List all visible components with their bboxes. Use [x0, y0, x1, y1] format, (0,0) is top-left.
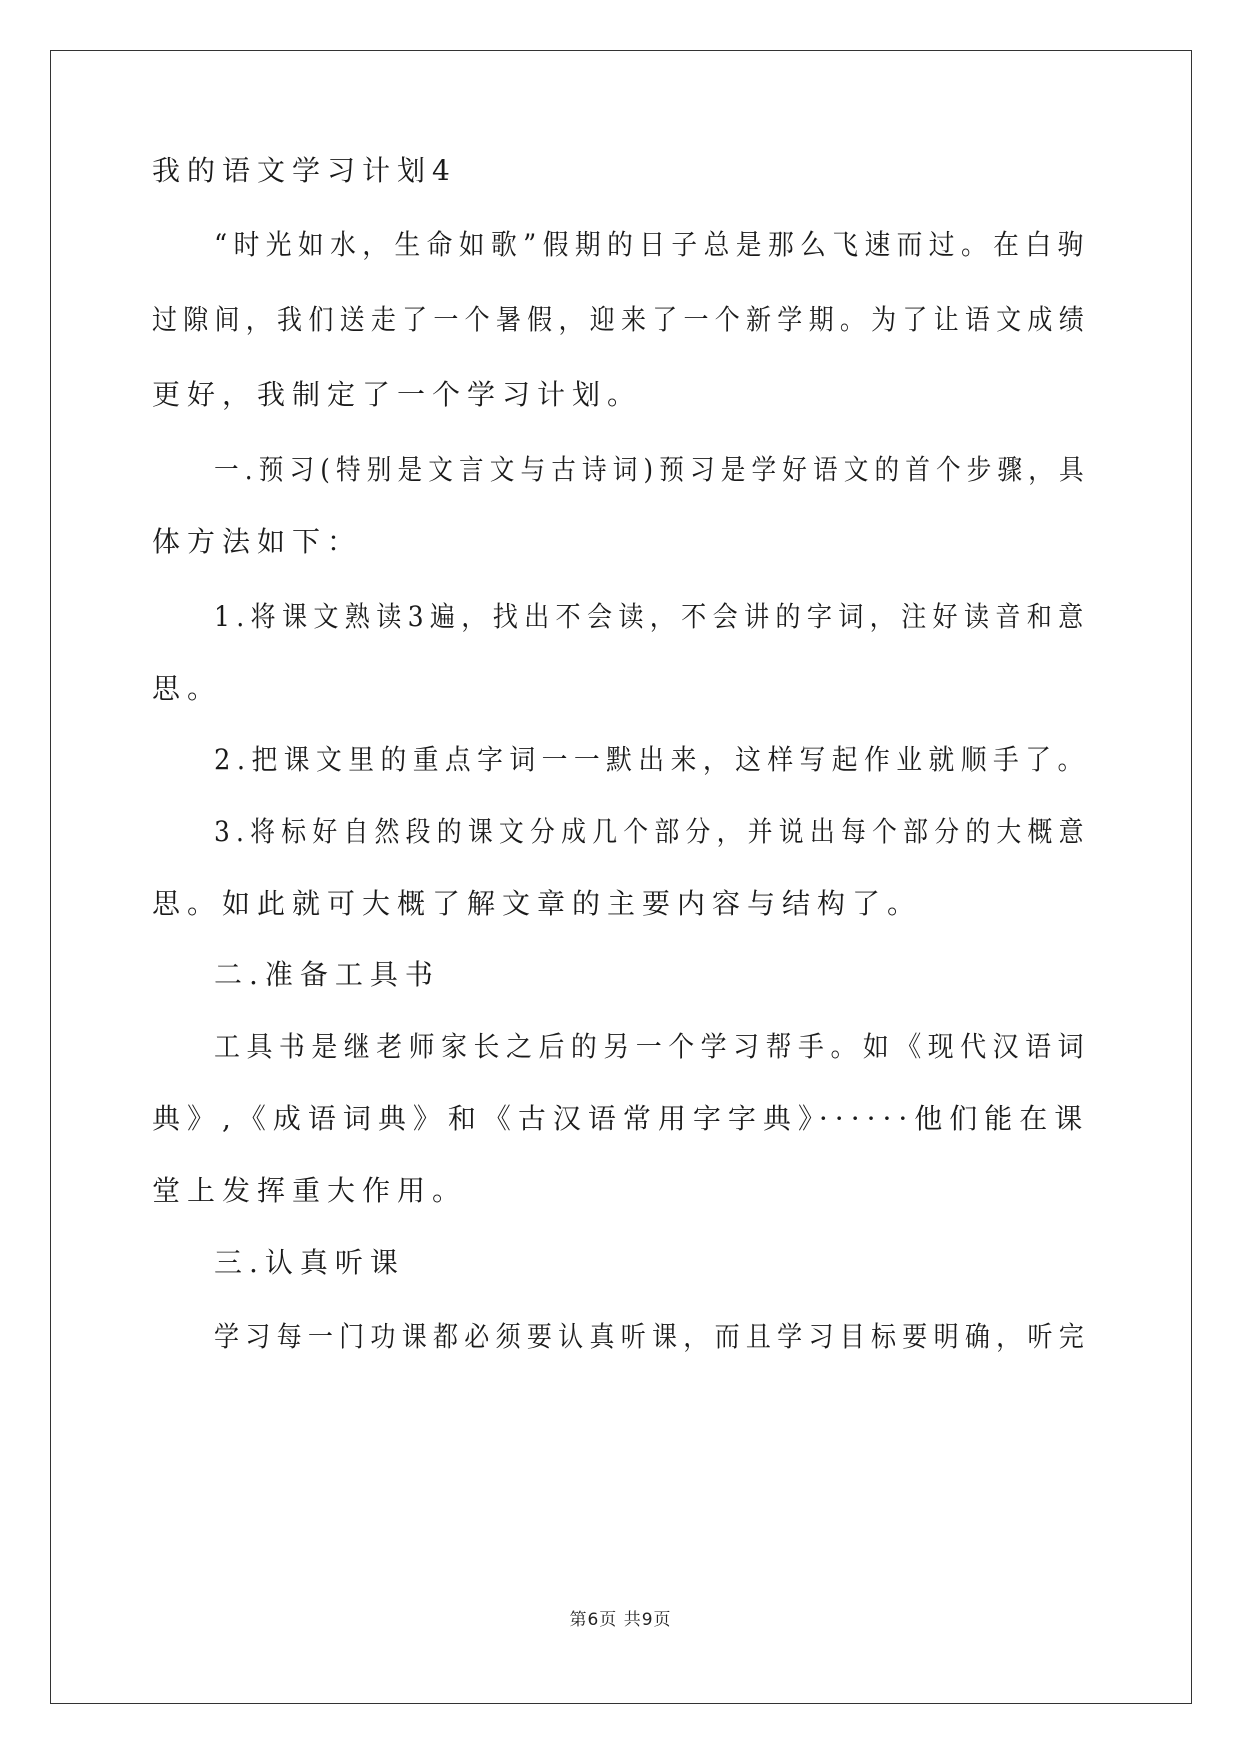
- section-heading-listening: 三.认真听课: [214, 1246, 405, 1279]
- text-line: 思。: [152, 672, 223, 705]
- section-heading-preview: 一.预习(特别是文言文与古诗词)预习是学好语文的首个步骤，具: [214, 453, 1090, 486]
- page-border: [50, 50, 1192, 1704]
- text-line: “时光如水，生命如歌”假期的日子总是那么飞速而过。在白驹: [214, 228, 1090, 261]
- section-heading-tools: 二.准备工具书: [214, 958, 440, 991]
- text-line: 堂上发挥重大作用。: [152, 1174, 468, 1207]
- text-line: 学习每一门功课都必须要认真听课，而且学习目标要明确，听完: [214, 1320, 1091, 1353]
- list-item: 3.将标好自然段的课文分成几个部分，并说出每个部分的大概意: [214, 815, 1090, 848]
- text-line: 工具书是继老师家长之后的另一个学习帮手。如《现代汉语词: [214, 1030, 1091, 1063]
- text-line: 典》,《成语词典》和《古汉语常用字字典》······他们能在课: [152, 1102, 1090, 1135]
- list-item: 2.把课文里的重点字词一一默出来，这样写起作业就顺手了。: [214, 743, 1090, 776]
- text-line: 思。如此就可大概了解文章的主要内容与结构了。: [152, 887, 923, 920]
- page-number-footer: 第6页 共9页: [569, 1610, 672, 1630]
- text-line: 更好，我制定了一个学习计划。: [152, 378, 643, 411]
- list-item: 1.将课文熟读3遍，找出不会读，不会讲的字词，注好读音和意: [214, 600, 1090, 633]
- text-line: 过隙间，我们送走了一个暑假，迎来了一个新学期。为了让语文成绩: [152, 303, 1090, 336]
- document-title: 我的语文学习计划4: [152, 154, 457, 187]
- text-line: 体方法如下：: [152, 525, 363, 558]
